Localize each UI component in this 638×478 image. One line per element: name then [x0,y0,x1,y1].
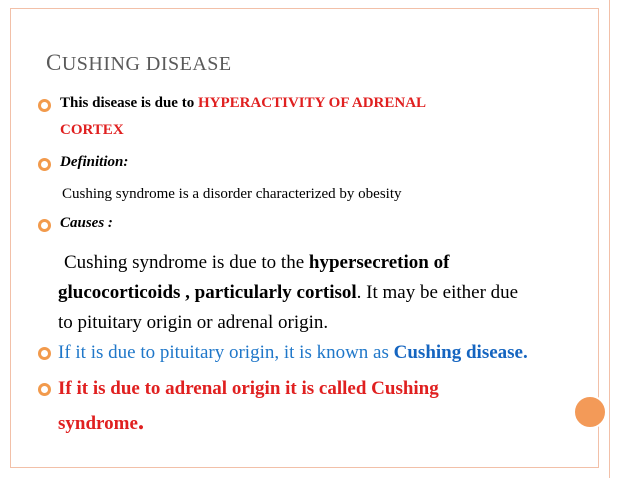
bullet-4-middle: it is due to pituitary origin, it is known as [70,342,394,363]
bullet-1-line-2: CORTEX [60,122,124,138]
slide-title [46,50,232,76]
bullet-1-line-1 [60,95,426,112]
causes-line-1-bold: hypersecretion of [308,252,450,273]
causes-label: Causes : [60,215,113,231]
definition-label: Definition: [60,154,129,170]
bullet-4-if: If [58,342,71,363]
causes-line-3: to pituitary origin or adrenal origin. [58,312,329,333]
definition-text: Cushing syndrome is a disorder characterized by obesity [62,186,402,202]
bullet-5-line-2 [58,408,144,436]
bullet-3-marker-icon [38,219,51,232]
title-rest: USHING DISEASE [61,53,232,75]
bullet-5-line-1: If it is due to adrenal origin it is called Cushing [58,378,439,399]
bullet-1-marker-icon [38,99,51,112]
causes-line-2-bold: glucocorticoids , particularly cortisol [58,282,357,303]
bullet-5-marker-icon [38,383,51,396]
orange-circle-decoration [573,395,607,429]
bullet-1-highlight: HYPERACTIVITY OF ADRENAL [197,95,427,111]
causes-line-1 [64,252,449,274]
bullet-1-prefix: This disease is due to [60,95,198,111]
syndrome-period: . [137,408,145,435]
syndrome-word: syndrome [58,413,138,434]
causes-line-2 [58,282,518,304]
title-first-letter: C [46,50,62,75]
cushing-disease-term: Cushing disease. [393,342,528,363]
causes-line-1-pre: Cushing syndrome is due to the [64,252,309,273]
bullet-2-marker-icon [38,158,51,171]
bullet-4-line [58,342,528,364]
right-border-line [609,0,610,478]
causes-line-2-post: . It may be either due [356,282,519,303]
bullet-4-marker-icon [38,347,51,360]
